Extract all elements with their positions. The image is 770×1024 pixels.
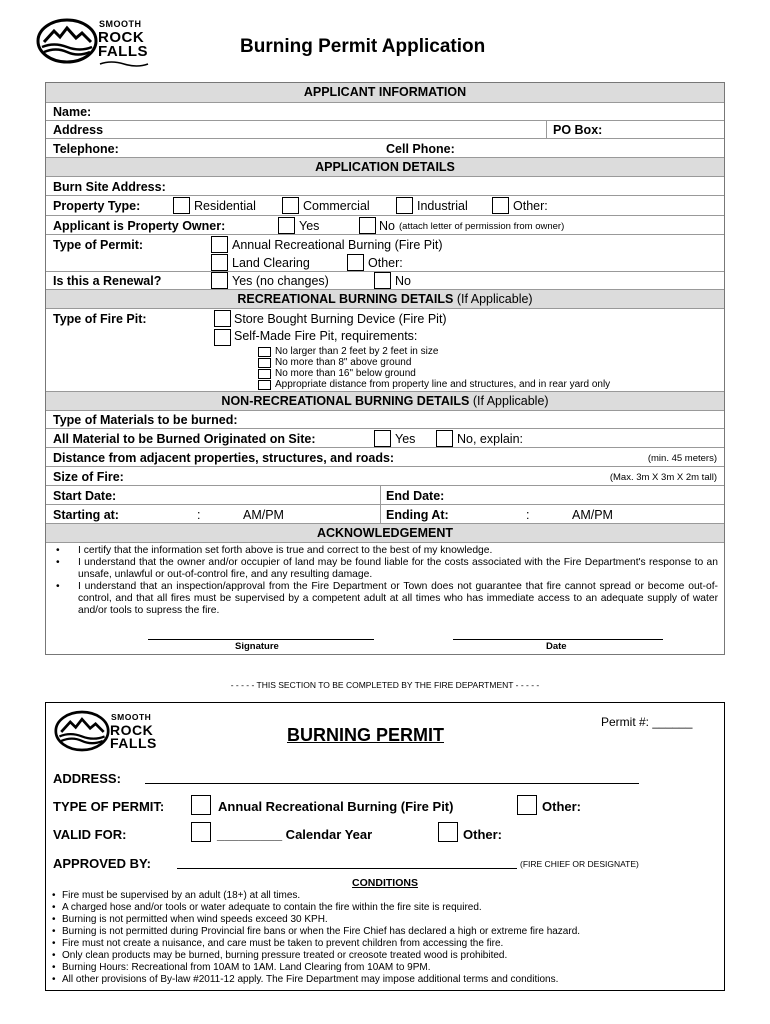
condition-3: Burning is not permitted when wind speeds exceed 30 KPH.	[62, 914, 328, 925]
valid-other-label: Other:	[463, 827, 502, 842]
residential-label: Residential	[194, 199, 256, 213]
other-property-label: Other:	[513, 199, 548, 213]
ack-bullet-2: •	[56, 557, 60, 568]
condition-bullet-1: •	[52, 890, 56, 901]
store-bought-checkbox[interactable]	[214, 310, 231, 327]
ending-ampm: AM/PM	[572, 508, 613, 522]
owner-no-note: (attach letter of permission from owner)	[399, 221, 565, 232]
applicant-header	[46, 83, 724, 102]
distance-note: (min. 45 meters)	[647, 453, 717, 464]
approved-by-label: APPROVED BY:	[53, 856, 151, 871]
condition-bullet-7: •	[52, 962, 56, 973]
ack-bullet-3: •	[56, 581, 60, 592]
condition-2: A charged hose and/or tools or water adequate to contain the fire within the fire site is required.	[62, 902, 482, 913]
fire-pit-row	[46, 308, 724, 392]
origin-no-checkbox[interactable]	[436, 430, 453, 447]
ack-item-3: I understand that an inspection/approval from the Fire Department or Town does not guarantee that fire cannot spread or become out-of-control, and that all fires must be supervised by a competent adult at all times who has immediate access to an adequate supply of water and/or tools to supress the fire.	[78, 581, 718, 616]
condition-1: Fire must be supervised by an adult (18+) at all times.	[62, 890, 301, 901]
renewal-no-label: No	[395, 274, 411, 288]
self-made-label: Self-Made Fire Pit, requirements:	[234, 329, 418, 343]
distance-label: Distance from adjacent properties, structures, and roads:	[53, 451, 395, 465]
applicant-heading: APPLICANT INFORMATION	[303, 85, 467, 99]
name-row	[46, 102, 724, 121]
permit-address-line[interactable]	[145, 783, 639, 784]
town-logo	[36, 18, 161, 68]
permit-type-row	[46, 234, 724, 272]
condition-bullet-6: •	[52, 950, 56, 961]
origin-yes-label: Yes	[395, 432, 416, 446]
permit-address-label: ADDRESS:	[53, 771, 121, 786]
renewal-label: Is this a Renewal?	[53, 274, 162, 288]
condition-7: Burning Hours: Recreational from 10AM to 1AM. Land Clearing from 10AM to 9PM.	[62, 962, 431, 973]
page-title: Burning Permit Application	[240, 36, 486, 57]
industrial-checkbox[interactable]	[396, 197, 413, 214]
owner-yes-checkbox[interactable]	[278, 217, 295, 234]
req-distance-label: Appropriate distance from property line and structures, and in rear yard only	[275, 379, 611, 390]
ack-item-1: I certify that the information set forth above is true and correct to the best of my knowledge.	[78, 545, 493, 556]
address-row	[46, 120, 724, 139]
fire-pit-label: Type of Fire Pit:	[53, 312, 147, 326]
pobox-label: PO Box:	[553, 123, 603, 137]
recreational-header	[46, 289, 724, 309]
starting-at-label: Starting at:	[53, 508, 119, 522]
size-note: (Max. 3m X 3m X 2m tall)	[609, 472, 717, 483]
valid-for-label: VALID FOR:	[53, 827, 127, 842]
cell-label: Cell Phone:	[386, 142, 455, 156]
land-clearing-checkbox[interactable]	[211, 254, 228, 271]
nonrec-header	[46, 391, 724, 411]
ack-body	[46, 542, 724, 655]
fire-dept-divider: - - - - - THIS SECTION TO BE COMPLETED BY THE FIRE DEPARTMENT - - - - -	[230, 680, 540, 690]
approved-by-line[interactable]	[177, 868, 517, 869]
residential-checkbox[interactable]	[173, 197, 190, 214]
recreational-heading-note: (If Applicable)	[456, 292, 533, 306]
permit-other-type-label: Other:	[542, 799, 581, 814]
owner-label: Applicant is Property Owner:	[53, 219, 226, 233]
permit-number: Permit #: ______	[601, 715, 693, 729]
start-date-label: Start Date:	[53, 489, 117, 503]
other-permit-label: Other:	[368, 256, 403, 270]
nonrec-heading-note: (If Applicable)	[472, 394, 549, 408]
date-line[interactable]	[453, 639, 663, 640]
nonrec-heading: NON-RECREATIONAL BURNING DETAILS	[221, 394, 470, 408]
renewal-row	[46, 271, 724, 290]
permit-logo-line1: SMOOTH	[111, 712, 152, 722]
logo-emblem-icon	[36, 18, 98, 64]
permit-other-type-checkbox[interactable]	[517, 795, 537, 815]
approved-by-note: (FIRE CHIEF OR DESIGNATE)	[520, 859, 639, 869]
times-divider	[380, 505, 381, 524]
condition-bullet-5: •	[52, 938, 56, 949]
logo-line1: SMOOTH	[99, 19, 142, 29]
ack-heading: ACKNOWLEDGEMENT	[316, 526, 454, 540]
origin-no-label: No, explain:	[457, 432, 524, 446]
address-label: Address	[53, 123, 104, 137]
property-type-row	[46, 195, 724, 216]
condition-bullet-3: •	[52, 914, 56, 925]
ack-bullet-1: •	[56, 545, 60, 556]
burning-permit	[45, 702, 725, 991]
origin-yes-checkbox[interactable]	[374, 430, 391, 447]
dates-divider	[380, 486, 381, 505]
industrial-label: Industrial	[417, 199, 468, 213]
address-divider	[546, 121, 547, 139]
req-below-checkbox[interactable]	[258, 369, 271, 379]
valid-calendar-checkbox[interactable]	[191, 822, 211, 842]
condition-4: Burning is not permitted during Provincial fire bans or when the Fire Chief has declared a high or extreme fire hazard.	[62, 926, 581, 937]
distance-row	[46, 447, 724, 467]
recreational-heading: RECREATIONAL BURNING DETAILS	[237, 292, 454, 306]
materials-label: Type of Materials to be burned:	[53, 413, 238, 427]
ending-at-label: Ending At:	[386, 508, 449, 522]
valid-calendar-label: _________ Calendar Year	[217, 827, 373, 842]
times-row	[46, 504, 724, 524]
condition-5: Fire must not create a nuisance, and care must be taken to prevent children from accessing the fire.	[62, 938, 504, 949]
owner-no-label: No	[379, 219, 395, 233]
self-made-checkbox[interactable]	[214, 329, 231, 346]
permit-type-label: Type of Permit:	[53, 238, 144, 252]
name-label: Name:	[53, 105, 92, 119]
owner-row	[46, 215, 724, 235]
renewal-no-checkbox[interactable]	[374, 272, 391, 289]
req-above-checkbox[interactable]	[258, 358, 271, 368]
land-clearing-label: Land Clearing	[232, 256, 310, 270]
req-above-label: No more than 8" above ground	[275, 357, 412, 368]
application-form	[45, 82, 725, 655]
permit-logo-line2: ROCK	[110, 722, 154, 738]
origin-row	[46, 428, 724, 448]
size-label: Size of Fire:	[53, 470, 124, 484]
starting-colon: :	[197, 508, 201, 522]
other-property-checkbox[interactable]	[492, 197, 509, 214]
starting-ampm: AM/PM	[243, 508, 284, 522]
req-below-label: No more than 16" below ground	[275, 368, 416, 379]
permit-logo	[54, 710, 174, 758]
permit-type-label: TYPE OF PERMIT:	[53, 799, 165, 814]
date-label: Date	[546, 641, 567, 652]
permit-annual-label: Annual Recreational Burning (Fire Pit)	[218, 799, 454, 814]
dates-row	[46, 485, 724, 505]
other-permit-checkbox[interactable]	[347, 254, 364, 271]
renewal-yes-label: Yes (no changes)	[232, 274, 329, 288]
details-heading: APPLICATION DETAILS	[315, 160, 455, 174]
renewal-yes-checkbox[interactable]	[211, 272, 228, 289]
ending-colon: :	[526, 508, 530, 522]
conditions-heading: CONDITIONS	[352, 877, 418, 889]
owner-yes-label: Yes	[299, 219, 320, 233]
store-bought-label: Store Bought Burning Device (Fire Pit)	[234, 312, 447, 326]
logo-line2: ROCK	[98, 29, 145, 46]
ack-header	[46, 523, 724, 543]
permit-annual-checkbox[interactable]	[191, 795, 211, 815]
size-row	[46, 466, 724, 486]
signature-line[interactable]	[148, 639, 374, 640]
ack-item-2: I understand that the owner and/or occupier of land may be found liable for the costs associated with the Fire Department's response to an unsafe, unlawful or out-of-control fire, and any resulting damage.	[78, 557, 718, 580]
burn-site-label: Burn Site Address:	[53, 180, 166, 194]
end-date-label: End Date:	[386, 489, 445, 503]
materials-row	[46, 410, 724, 429]
annual-recreational-checkbox[interactable]	[211, 236, 228, 253]
condition-8: All other provisions of By-law #2011-12 apply. The Fire Department may impose additional terms and conditions.	[62, 974, 559, 985]
valid-other-checkbox[interactable]	[438, 822, 458, 842]
permit-logo-emblem-icon	[54, 710, 110, 752]
details-header	[46, 157, 724, 177]
condition-bullet-2: •	[52, 902, 56, 913]
req-distance-checkbox[interactable]	[258, 380, 271, 390]
telephone-label: Telephone:	[53, 142, 119, 156]
owner-no-checkbox[interactable]	[359, 217, 376, 234]
commercial-label: Commercial	[303, 199, 370, 213]
logo-line3: FALLS	[98, 43, 148, 60]
condition-6: Only clean products may be burned, burning pressure treated or creosote treated wood is prohibited.	[62, 950, 508, 961]
logo-wave-icon	[99, 60, 149, 68]
burn-site-row	[46, 176, 724, 196]
origin-label: All Material to be Burned Originated on Site:	[53, 432, 316, 446]
permit-title: BURNING PERMIT	[287, 725, 444, 745]
condition-bullet-4: •	[52, 926, 56, 937]
req-size-checkbox[interactable]	[258, 347, 271, 357]
permit-logo-line3: FALLS	[110, 735, 157, 751]
req-size-label: No larger than 2 feet by 2 feet in size	[275, 346, 439, 357]
signature-label: Signature	[235, 641, 279, 652]
commercial-checkbox[interactable]	[282, 197, 299, 214]
telephone-row	[46, 138, 724, 158]
annual-recreational-label: Annual Recreational Burning (Fire Pit)	[232, 238, 443, 252]
condition-bullet-8: •	[52, 974, 56, 985]
property-type-label: Property Type:	[53, 199, 141, 213]
